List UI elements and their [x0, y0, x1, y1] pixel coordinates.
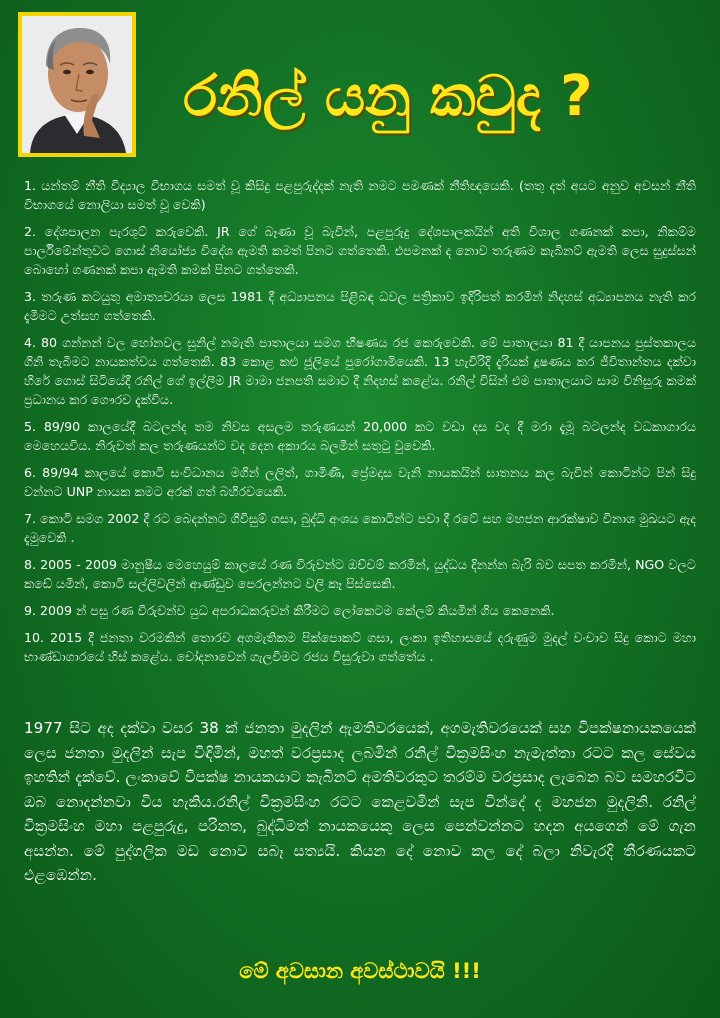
accusation-list: [24, 176, 696, 674]
list-item: 1. යන්තම් නීති විද්‍යාල විභාගය සමත් වූ කිසිදු පළපුරුද්දක් නැති නමට පමණක් නීතිඥයෙකි. (තතු දත් අයට අනුව අවසන් නීති විභාගයේ නොලියා සමත් වූ වෙකි): [24, 178, 696, 212]
poster-title: රනිල් යනු කවුද ?: [183, 64, 593, 129]
list-item: 2. දේශපාලන පැරශුට් කරුවෙකි. JR ගේ බෑණා වූ බැවින්, පළපුරුදු දේශපාලකයින් අති විශාල ගණනක් කපා, නිකම්ම පාර්ලිමේන්තුවට ගොස් නියෝජ්‍ය විදේශ ඇමති කමත් පිනට ගත්තෙකි. එපමනක් ද නොව තරුණම කැබිනට් ඇමති ලෙස සුදුස්සන් බොහෝ ගණනක් කපා ඇමති කමක් පිනට ගත්තෙකි.: [24, 224, 696, 277]
list-item: 5. 89/90 කාලයේදී බටලන්ද තම නිවස අසලම තරුණයන් 20,000 කට වඩා දස වද දී මරා දැමූ බටලන්ද වධකාගාරය මෙහෙයවිය. නිරුවත් කල තරුණයන්ට වද දෙන අකාරය බලමින් සතුටු වුවෙකි.: [24, 419, 696, 453]
list-item: 10. 2015 දී ජනතා වරමකින් තොරව අගමැතිකම පික්පොකට් ගසා, ලංකා ඉතිහාසයේ දරුණුම මුදල් වංචාව සිදු කොට මහා භාණ්ඩාගාරයේ හිස් කළේය. චෝදනාවෙන් ගැලවීමට රජය විසුරුවා ගත්තේය .: [24, 630, 696, 664]
list-item: 9. 2009 න් පසු රණ විරුවන්ව යුධ අපරාධකරුවන් කිරීමට ලෝකෙටම කේලම් කියමින් ගිය කෙනෙකි.: [24, 603, 555, 618]
list-item: 3. තරුණ කටයුතු අමාත්‍යවරයා ලෙස 1981 දී අධ්‍යාපනය පිළිබඳ ධවල පත්‍රිකාව ඉදිරිපත් කරමින් නිදහස් අධ්‍යාපනය නැති කර දැමීමට උත්සහ ගත්තෙකි.: [24, 289, 696, 323]
footer-slogan: මේ අවසාන අවස්ථාවයි !!!: [239, 959, 481, 983]
list-item: 4. 80 ගන්නන් වල හෝනවල සුනිල් නමැති පාතාලයා සමග භීෂණය රජ කෙරුවෙකි. මේ පාතාලයා 81 දී යාපනය පුස්තකාලය ගිනි තැබීමට නායකත්වය ගත්තෙකි. 83 කොළ කළු ජූලියේ පුරෝගාමියෙකි. 13 හැවිරිදි දැරියක් දූෂණය කර ජීවිතාන්තය දක්වා හිරේ ගොස් සිටියේදී රනිල් ගේ ඉල්ලීම JR මාමා ජනපති සමාව දී නිදහස් කළේය. රනිල් විසින් එම පාතාලයාට සාම විනිසුරු කමක් ප්‍රධානය කර ගෞරව දැක්විය.: [24, 335, 696, 407]
summary-paragraph: 1977 සිට අද දක්වා වසර 38 ක් ජනතා මුදලින් ඇමතිවරයෙක්, අගමැතිවරයෙක් සහ විපක්ෂනායකයෙක් ලෙස ජනතා මුදලින් සැප විඳිමින්, මහත් වරප්‍රසාද ලබමින් රනිල් වික්‍රමසිංහ නැමැත්තා රටට කල සේවය ඉහතින් දැක්වේ. ලංකාවේ විපක්ෂ නායකයාට කැබිනට් අමතිවරකුට තරම්ම වරප්‍රසාද ලැබෙන බව සමහරවිට ඔබ නොදන්නවා විය හැකිය.රනිල් වික්‍රමසිංහ රටට කෙළවමින් සැප වින්දේ ද මහජන මුදලිනි. රනිල් වික්‍රමසිංහ මහා පළපුරුදු, පරිනත, බුද්ධිමත් නායකයෙකු ලෙස පෙන්වන්නට හදන අයගෙන් මේ ගැන අසන්න. මේ පුද්ගලික මඩ නොව සබෑ සත්‍යයි. කියන දේ නොව කල දේ බලා නිවැරදි තීරණයකට එළඹෙන්න.: [24, 719, 696, 884]
list-item: 8. 2005 - 2009 මානුෂීය මෙහෙයුම් කාලයේ රණ විරුවන්ට ඔච්චම් කරමින්, යුද්ධය දිනන්න බැරි බව සපත කරමින්, NGO වලට කඩේ යමින්, කොටි සල්ලිවලින් ආණ්ඩුව පෙරලන්නට වලි කෑ පිස්සෙකි.: [24, 557, 696, 591]
portrait-photo: [22, 16, 132, 153]
portrait-frame: [18, 12, 136, 157]
portrait-illustration: [22, 16, 132, 153]
list-item: 7. කොටි සමග 2002 දී රට බෙදන්නට ගිවිසුම් ගසා, බුද්ධි අංශය කොටින්ට පවා දී රටේ සහ මහජන ආරක්ෂාව විනාශ මුඛයට ඇද දැමුවෙකි .: [24, 511, 696, 545]
list-item: 6. 89/94 කාලයේ කොටි සංවිධානය මගින් ලලිත්, ගාමිණී, ප්‍රේමදාස වැනි නායකයින් ඝාතනය කල බැවින් කොටින්ට පින් සිදු වන්නට UNP නායක කමට අරක් ගත් බහිරවයෙකි.: [24, 465, 696, 499]
